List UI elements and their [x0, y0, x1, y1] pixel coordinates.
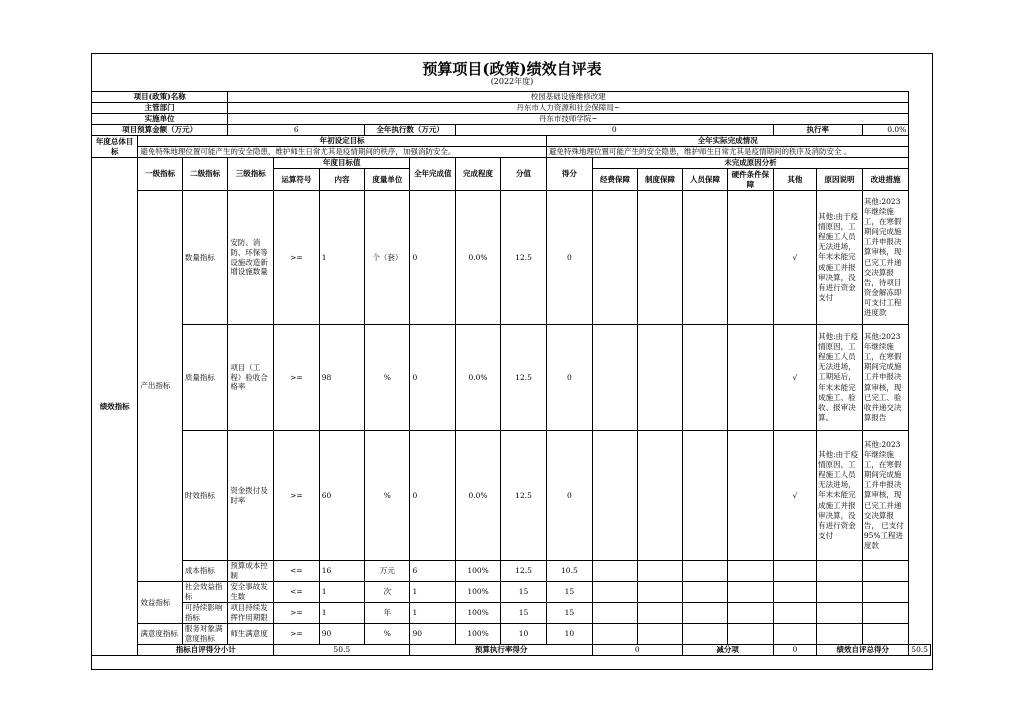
- total-value: 50.5: [909, 645, 931, 656]
- cell-score: 0: [546, 431, 592, 561]
- cell-op: >=: [274, 624, 320, 645]
- header-level1: 一级指标: [138, 158, 182, 191]
- cell-content: 1: [319, 191, 365, 325]
- subtotal-value: 50.5: [274, 645, 410, 656]
- cell-level3: 师生满意度: [228, 624, 274, 645]
- header-explain: 原因说明: [817, 169, 863, 191]
- cell-weight: 10: [501, 624, 547, 645]
- dept-label: 主管部门: [92, 103, 228, 114]
- cell-done: 1: [410, 582, 456, 603]
- unit-value: 丹东市技师学院~: [228, 114, 909, 125]
- header-level3: 三级指标: [228, 158, 274, 191]
- rate-label: 执行率: [773, 125, 862, 136]
- header-degree: 完成程度: [455, 158, 500, 191]
- cell-op: <=: [274, 561, 320, 582]
- cell-score: 10.5: [546, 561, 592, 582]
- cell-degree: 100%: [455, 582, 500, 603]
- header-reason-staff: 人员保障: [682, 169, 727, 191]
- cell-score: 10: [546, 624, 592, 645]
- cell-weight: 12.5: [501, 431, 547, 561]
- cell-op: <=: [274, 582, 320, 603]
- table-row: [92, 191, 931, 325]
- cell-weight: 12.5: [501, 325, 547, 431]
- cell-weight: 12.5: [501, 191, 547, 325]
- cell-done: 90: [410, 624, 456, 645]
- cell-content: 1: [319, 603, 365, 624]
- evaluation-table: [91, 91, 931, 656]
- cell-op: >=: [274, 603, 320, 624]
- group-benefit: 效益指标: [138, 582, 182, 624]
- header-weight: 分值: [501, 158, 547, 191]
- header-reason-other: 其他: [773, 169, 817, 191]
- cell-explain: 其他:由于疫情原因，工程施工人员无法进场，工期延后，年末未能完成施工、验收、报审决算。: [817, 325, 863, 431]
- header-unit: 度量单位: [365, 169, 410, 191]
- cell-done: 6: [410, 561, 456, 582]
- table-row: [92, 624, 931, 645]
- cell-other-check: √: [773, 431, 817, 561]
- cell-unit: 个（套）: [365, 191, 410, 325]
- cell-score: 15: [546, 603, 592, 624]
- header-reason-system: 制度保障: [638, 169, 682, 191]
- goal-actual-text: 避免特殊地理位置可能产生的安全隐患，维护师生日常尤其是疫情期间的秩序及消防安全 。: [546, 147, 908, 158]
- budget-score-value: 0: [592, 645, 682, 656]
- cell-unit: %: [365, 624, 410, 645]
- header-done: 全年完成值: [410, 158, 456, 191]
- rate-value: 0.0%: [862, 125, 908, 136]
- cell-improve: [862, 603, 908, 624]
- cell-level3: 项目（工程）验收合格率: [228, 325, 274, 431]
- group-output: 产出指标: [138, 191, 182, 582]
- cell-other-check: [773, 603, 817, 624]
- cell-level2: 社会效益指标: [182, 582, 227, 603]
- cell-unit: 万元: [365, 561, 410, 582]
- cell-score: 15: [546, 582, 592, 603]
- table-row: [92, 431, 931, 561]
- cell-level3: 项目持续发挥作用期限: [228, 603, 274, 624]
- cell-unit: %: [365, 431, 410, 561]
- cell-content: 90: [319, 624, 365, 645]
- cell-done: 0: [410, 431, 456, 561]
- cell-degree: 0.0%: [455, 431, 500, 561]
- cell-explain: [817, 603, 863, 624]
- header-reason-funding: 经费保障: [592, 169, 637, 191]
- cell-content: 60: [319, 431, 365, 561]
- exec-label: 全年执行数（万元）: [365, 125, 456, 136]
- cell-level3: 预算成本控制: [228, 561, 274, 582]
- header-level2: 二级指标: [182, 158, 227, 191]
- table-row: [92, 582, 931, 603]
- unit-label: 实施单位: [92, 114, 228, 125]
- cell-weight: 12.5: [501, 561, 547, 582]
- cell-explain: 其他:由于疫情原因，工程施工人员无法进场，年末未能完成施工并报审决算，没有进行资金支付: [817, 431, 863, 561]
- cell-explain: [817, 582, 863, 603]
- cell-improve: [862, 624, 908, 645]
- cell-other-check: √: [773, 325, 817, 431]
- project-name-value: 校园基础设施维修改建: [228, 92, 909, 103]
- cell-other-check: √: [773, 191, 817, 325]
- cell-unit: %: [365, 325, 410, 431]
- cell-degree: 100%: [455, 603, 500, 624]
- page-title: 预算项目(政策)绩效自评表: [422, 60, 602, 78]
- cell-content: 16: [319, 561, 365, 582]
- cell-level2: 成本指标: [182, 561, 227, 582]
- goal-plan-label: 年初设定目标: [138, 136, 547, 147]
- project-name-label: 项目(政策)名称: [92, 92, 228, 103]
- evaluation-sheet: [91, 53, 933, 670]
- cell-other-check: [773, 561, 817, 582]
- cell-content: 1: [319, 582, 365, 603]
- header-score: 得分: [546, 158, 592, 191]
- budget-value: 6: [228, 125, 365, 136]
- table-row: [92, 325, 931, 431]
- cell-score: 0: [546, 325, 592, 431]
- cell-level2: 可持续影响指标: [182, 603, 227, 624]
- total-label: 绩效自评总得分: [817, 645, 909, 656]
- cell-degree: 100%: [455, 624, 500, 645]
- header-reason-hardware: 硬件条件保障: [728, 169, 773, 191]
- cell-weight: 15: [501, 582, 547, 603]
- table-row: [92, 603, 931, 624]
- table-row: [92, 561, 931, 582]
- cell-improve: [862, 561, 908, 582]
- cell-degree: 0.0%: [455, 325, 500, 431]
- cell-done: 0: [410, 325, 456, 431]
- budget-label: 项目预算金额（万元）: [92, 125, 228, 136]
- cell-level3: 安防、消防、环保等设施改造新增设施数量: [228, 191, 274, 325]
- deduct-value: 0: [773, 645, 817, 656]
- subtotal-label: 指标自评得分小计: [138, 645, 274, 656]
- cell-other-check: [773, 582, 817, 603]
- cell-level2: 服务对象满意度指标: [182, 624, 227, 645]
- cell-degree: 0.0%: [455, 191, 500, 325]
- cell-done: 0: [410, 191, 456, 325]
- group-satisfaction: 满意度指标: [138, 624, 182, 645]
- cell-explain: [817, 561, 863, 582]
- cell-weight: 15: [501, 603, 547, 624]
- page-subtitle: (2022年度): [490, 77, 534, 86]
- cell-level3: 安全事故发生数: [228, 582, 274, 603]
- cell-op: >=: [274, 431, 320, 561]
- cell-explain: [817, 624, 863, 645]
- goal-plan-text: 避免特殊地理位置可能产生的安全隐患，维护师生日常尤其是疫情期间的秩序，加强消防安全。: [138, 147, 547, 158]
- exec-value: 0: [455, 125, 773, 136]
- deduct-label: 减分项: [682, 645, 773, 656]
- perf-label: 绩效指标: [92, 158, 138, 656]
- dept-value: 丹东市人力资源和社会保障局~: [228, 103, 909, 114]
- header-reason-group: 未完成原因分析: [592, 158, 908, 169]
- header-content: 内容: [319, 169, 365, 191]
- budget-score-label: 预算执行率得分: [410, 645, 592, 656]
- cell-level3: 资金拨付及时率: [228, 431, 274, 561]
- cell-improve: [862, 582, 908, 603]
- cell-improve: 其他:2023年继续施工，在寒假期间完成施工并申报决算审核，现已完工并递交决算报告， 已支付95%工程进度款: [862, 431, 908, 561]
- cell-content: 98: [319, 325, 365, 431]
- header-improve: 改进措施: [862, 169, 908, 191]
- cell-unit: 次: [365, 582, 410, 603]
- header-op: 运算符号: [274, 169, 320, 191]
- cell-improve: 其他:2023年继续施工，在寒假期间完成施工并申报决算审核，现已完工、验收并递交决算报告: [862, 325, 908, 431]
- goal-actual-label: 全年实际完成情况: [546, 136, 908, 147]
- cell-explain: 其他:由于疫情原因，工程施工人员无法进场，年末未能完成施工并报审决算，没有进行资金支付: [817, 191, 863, 325]
- cell-improve: 其他:2023年继续施工，在寒假期间完成施工并申报决算审核，现已完工并递交决算报告，待项目资金解冻即可支付工程进度款: [862, 191, 908, 325]
- cell-op: >=: [274, 325, 320, 431]
- cell-score: 0: [546, 191, 592, 325]
- cell-level2: 质量指标: [182, 325, 227, 431]
- cell-level2: 数量指标: [182, 191, 227, 325]
- cell-unit: 年: [365, 603, 410, 624]
- cell-degree: 100%: [455, 561, 500, 582]
- cell-other-check: [773, 624, 817, 645]
- cell-op: >=: [274, 191, 320, 325]
- header-target: 年度目标值: [274, 158, 410, 169]
- cell-level2: 时效指标: [182, 431, 227, 561]
- goal-label: 年度总体目标: [92, 136, 138, 158]
- cell-done: 1: [410, 603, 456, 624]
